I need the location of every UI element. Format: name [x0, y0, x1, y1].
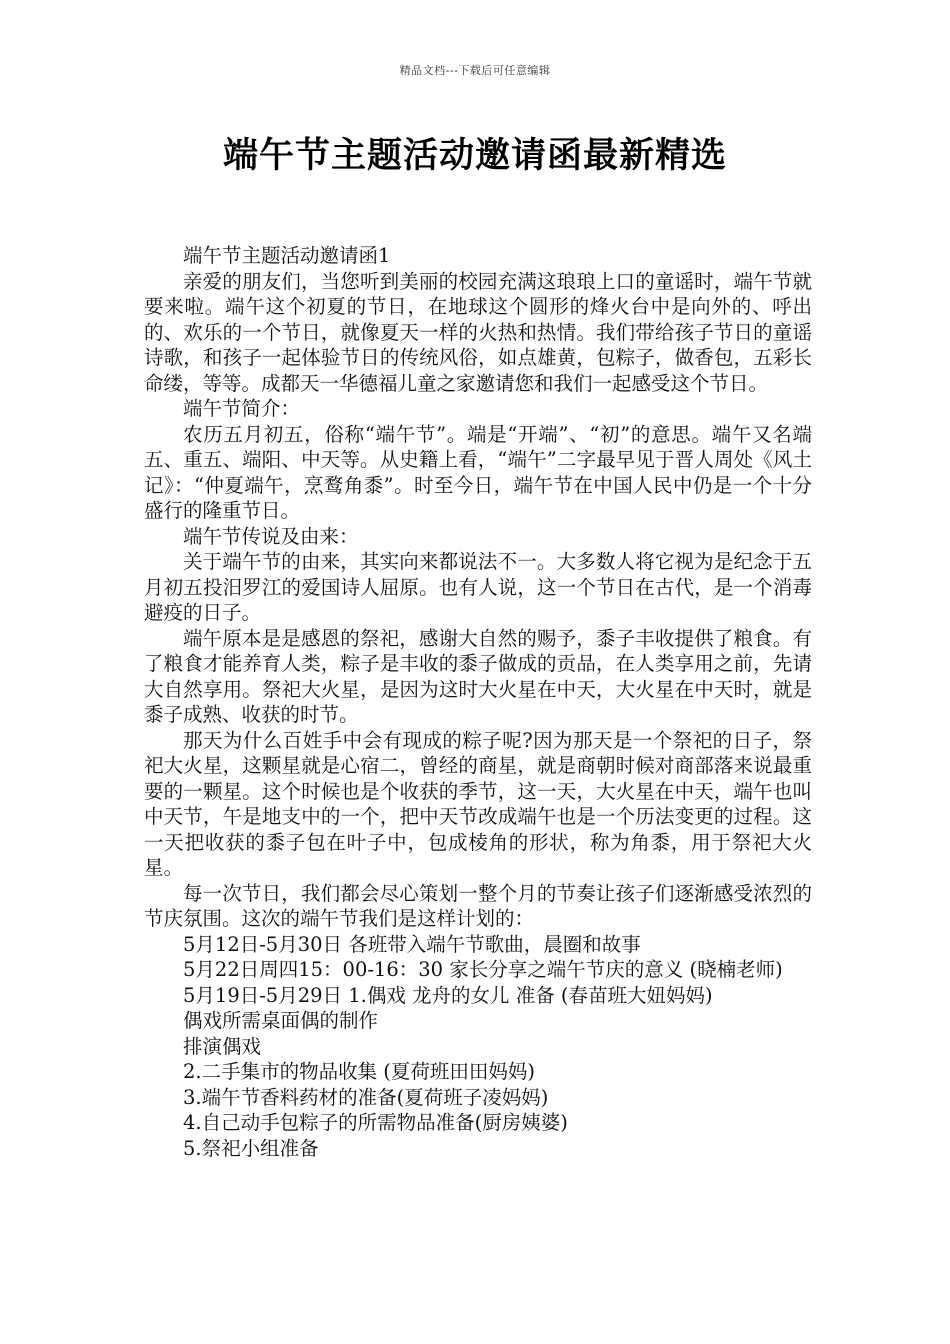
schedule-subitem: 5.祭祀小组准备 — [183, 1136, 319, 1160]
document-body — [144, 243, 812, 1161]
schedule-subitem: 3.端午节香料药材的准备(夏荷班子凌妈妈) — [183, 1085, 549, 1109]
section-heading: 端午节简介： — [183, 397, 301, 420]
schedule-item: 5月12日-5月30日 各班带入端午节歌曲，晨圈和故事 — [183, 932, 641, 956]
body-paragraph: 每一次节日，我们都会尽心策划一整个月的节奏让孩子们逐渐感受浓烈的节庆氛围。这次的端午节我们是这样计划的： — [144, 881, 812, 930]
section-heading: 端午节主题活动邀请函1 — [183, 244, 391, 267]
body-paragraph: 端午原本是是感恩的祭祀，感谢大自然的赐予，黍子丰收提供了粮食。有了粮食才能养育人类，粽子是丰收的黍子做成的贡品，在人类享用之前，先请大自然享用。祭祀大火星，是因为这时大火星在中天，大火星在中天时，就是黍子成熟、收获的时节。 — [144, 626, 812, 726]
schedule-subitem: 4.自己动手包粽子的所需物品准备(厨房姨婆) — [183, 1111, 568, 1134]
schedule-subitem: 排演偶戏 — [183, 1034, 262, 1058]
body-paragraph: 亲爱的朋友们，当您听到美丽的校园充满这琅琅上口的童谣时，端午节就要来啦。端午这个初夏的节日，在地球这个圆形的烽火台中是向外的、呼出的、欢乐的一个节日，就像夏天一样的火热和热情。我们带给孩子节日的童谣诗歌，和孩子一起体验节日的传统风俗，如点雄黄，包粽子，做香包，五彩长命缕，等等。成都天一华德福儿童之家邀请您和我们一起感受这个节日。 — [144, 269, 812, 395]
schedule-subitem: 2.二手集市的物品收集 (夏荷班田田妈妈) — [183, 1060, 536, 1083]
page-title: 端午节主题活动邀请函最新精选 — [222, 136, 727, 176]
body-paragraph: 农历五月初五，俗称“端午节”。端是“开端”、“初”的意思。端午又名端五、重五、端阳、中天等。从史籍上看，“端午”二字最早见于晋人周处《风土记》：“仲夏端午，烹鹜角黍”。时至今日，端午节在中国人民中仍是一个十分盛行的隆重节日。 — [144, 422, 812, 522]
schedule-item: 5月19日-5月29日 1.偶戏 龙舟的女儿 准备 (春苗班大妞妈妈) — [183, 983, 713, 1007]
header-note: 精品文档---下载后可任意编辑 — [399, 64, 551, 77]
section-heading: 端午节传说及由来： — [183, 524, 359, 548]
schedule-subitem: 偶戏所需桌面偶的制作 — [183, 1009, 379, 1032]
body-paragraph: 关于端午节的由来，其实向来都说法不一。大多数人将它视为是纪念于五月初五投汨罗江的爱国诗人屈原。也有人说，这一个节日在古代，是一个消毒避疫的日子。 — [144, 550, 812, 624]
schedule-item: 5月22日周四15：00-16：30 家长分享之端午节庆的意义 (晓楠老师) — [183, 958, 783, 981]
body-paragraph: 那天为什么百姓手中会有现成的粽子呢?因为那天是一个祭祀的日子，祭祀大火星，这颗星就是心宿二，曾经的商星，就是商朝时候对商部落来说最重要的一颗星。这个时候也是个收获的季节，这一天，大火星在中天，端午也叫中天节，午是地支中的一个，把中天节改成端午也是一个历法变更的过程。这一天把收获的黍子包在叶子中，包成棱角的形状，称为角黍，用于祭祀大火星。 — [144, 728, 812, 879]
